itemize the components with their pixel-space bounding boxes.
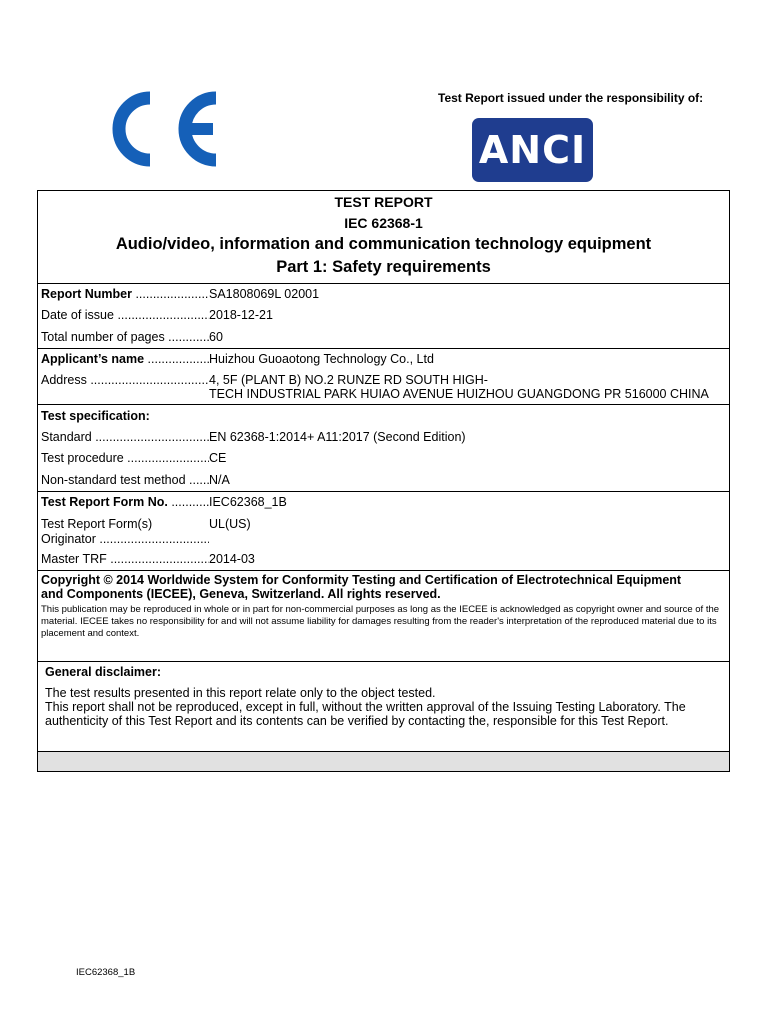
value: UL(US) xyxy=(209,517,251,531)
value: SA1808069L 02001 xyxy=(209,287,320,301)
value: EN 62368-1:2014+ A11:2017 (Second Edition) xyxy=(209,430,466,444)
divider xyxy=(38,348,729,349)
standard-title: IEC 62368-1 xyxy=(344,215,423,231)
label-line2: Originator ..... xyxy=(41,532,209,546)
value: Huizhou Guoaotong Technology Co., Ltd xyxy=(209,352,434,366)
divider xyxy=(38,404,729,405)
label: Total number of pages ..... xyxy=(41,330,209,344)
value: N/A xyxy=(209,473,230,487)
divider xyxy=(38,661,729,662)
label: Address ..... xyxy=(41,373,209,387)
copyright-line2: and Components (IECEE), Geneva, Switzerland. All rights reserved. xyxy=(41,587,441,601)
label: Applicant’s name ..... xyxy=(41,352,209,366)
report-title: TEST REPORT xyxy=(334,194,433,210)
label: Master TRF ..... xyxy=(41,552,209,566)
part-title: Part 1: Safety requirements xyxy=(276,258,491,276)
label: Standard ..... xyxy=(41,430,209,444)
value-line1: 4, 5F (PLANT B) NO.2 RUNZE RD SOUTH HIGH- xyxy=(209,373,488,387)
divider xyxy=(38,283,729,284)
disclaimer-heading: General disclaimer: xyxy=(45,665,162,679)
copyright-body: This publication may be reproduced in whole or in part for non-commercial purposes as long as the IECEE is acknowledged as copyright owner and source of the material. IECEE takes no responsibility for and will not assume liability for damages resulting from the reader's interpretation of the reproduced material due to its placement and context. xyxy=(41,604,720,639)
label: Date of issue ..... xyxy=(41,308,209,322)
label: Test procedure ..... xyxy=(41,451,209,465)
footer-code: IEC62368_1B xyxy=(76,967,136,978)
value-line2: TECH INDUSTRIAL PARK HUIAO AVENUE HUIZHOU GUANGDONG PR 516000 CHINA xyxy=(209,387,709,401)
value: 60 xyxy=(209,330,223,344)
value: 2014-03 xyxy=(209,552,255,566)
test-specification-heading: Test specification: xyxy=(41,409,150,423)
copyright-line1: Copyright © 2014 Worldwide System for Conformity Testing and Certification of Electrotechnical Equipment xyxy=(41,573,682,587)
equipment-title: Audio/video, information and communication technology equipment xyxy=(115,235,652,253)
disclaimer-line1: The test results presented in this report relate only to the object tested. xyxy=(45,686,436,700)
label: Test Report Form No. ..... xyxy=(41,495,209,509)
label: Non-standard test method ..... xyxy=(41,473,209,487)
report-box xyxy=(37,190,730,772)
label: Report Number ..... xyxy=(41,287,209,301)
issued-under-label: Test Report issued under the responsibility of: xyxy=(438,91,704,105)
disclaimer-body: This report shall not be reproduced, except in full, without the written approval of the Issuing Testing Laboratory. The authenticity of this Test Report and its contents can be verified by contacting the, responsible for this Test Report. xyxy=(45,700,686,728)
ce-mark-logo xyxy=(108,88,224,170)
gray-band xyxy=(38,752,729,771)
value: CE xyxy=(209,451,227,465)
divider xyxy=(38,491,729,492)
divider xyxy=(38,570,729,571)
value: 2018-12-21 xyxy=(209,308,273,322)
value: IEC62368_1B xyxy=(209,495,287,509)
label-line1: Test Report Form(s) xyxy=(41,517,153,531)
anci-logo: ANCI xyxy=(472,118,593,182)
